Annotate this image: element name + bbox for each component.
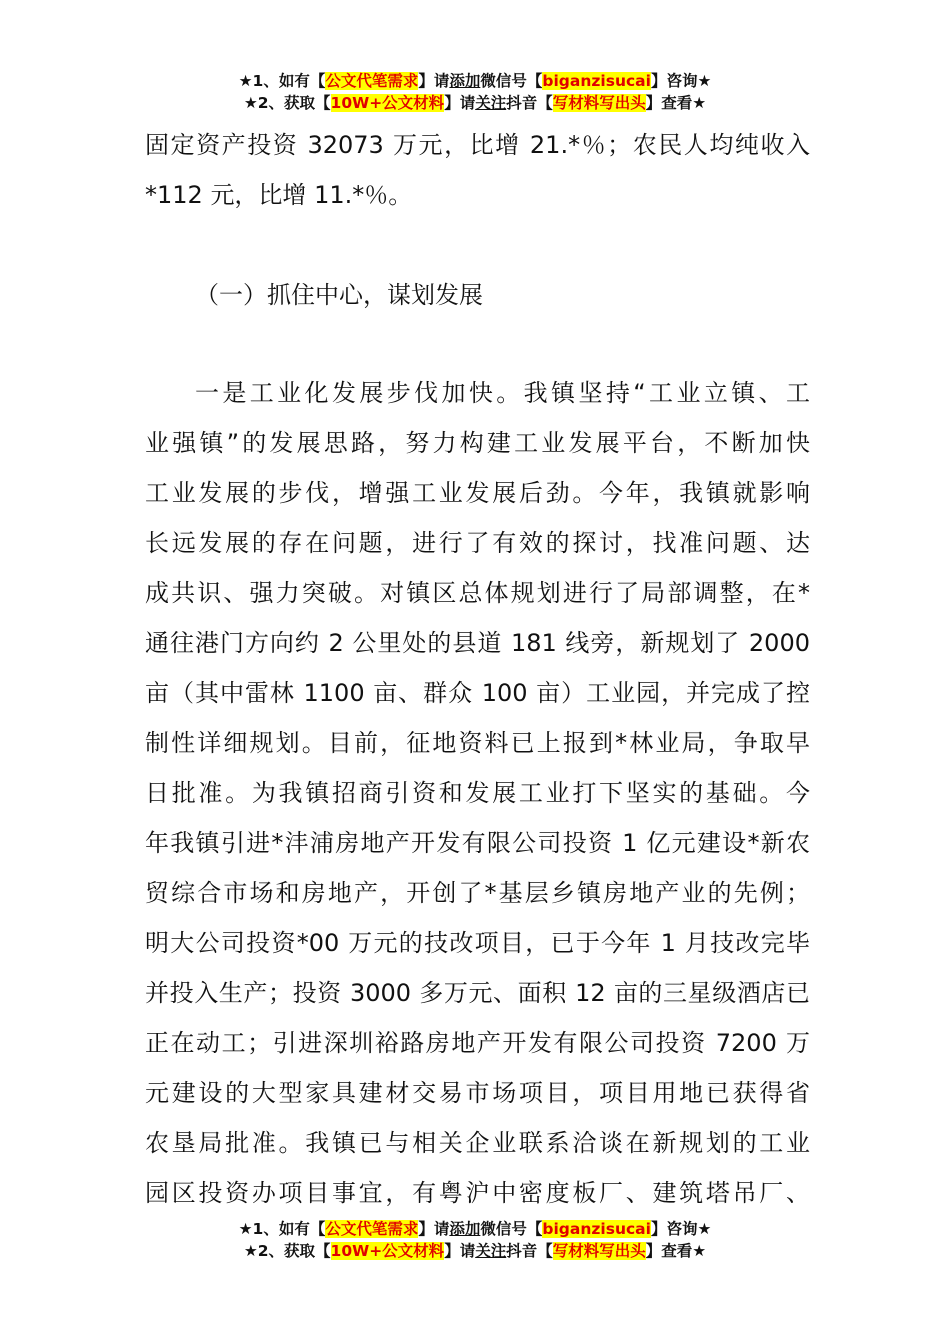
- text-line: 制性详细规划。目前，征地资料已上报到*林业局，争取早: [145, 729, 810, 757]
- star-icon: ★: [238, 72, 253, 90]
- text-line: 亩（其中雷林 1100 亩、群众 100 亩）工业园，并完成了控: [145, 679, 810, 707]
- text-line: 元建设的大型家具建材交易市场项目，项目用地已获得省: [145, 1079, 810, 1107]
- star-icon: ★: [692, 1242, 707, 1260]
- continuation-paragraph: [145, 120, 810, 220]
- star-icon: ★: [697, 1220, 712, 1238]
- text-line: 明大公司投资*00 万元的技改项目，已于今年 1 月技改完毕: [145, 929, 810, 957]
- text-line: 日批准。为我镇招商引资和发展工业打下坚实的基础。今: [145, 779, 810, 807]
- text-line: 业强镇”的发展思路，努力构建工业发展平台，不断加快: [145, 429, 810, 457]
- promo-line-2: [0, 92, 950, 114]
- promo-line-1: [0, 70, 950, 92]
- promo-highlight: 10W+公文材料: [330, 1242, 445, 1260]
- promo-underlined: 添加: [449, 72, 481, 90]
- promo-text: 2、获取【: [257, 1242, 331, 1260]
- promo-text: 抖音【: [506, 94, 553, 112]
- wechat-id-highlight: biganzisucai: [542, 1220, 651, 1238]
- promo-text: 1、如有【: [252, 1220, 326, 1238]
- body-paragraph: [145, 368, 810, 1218]
- star-icon: ★: [243, 1242, 258, 1260]
- promo-line-1: [0, 1218, 950, 1240]
- promo-text: 2、获取【: [257, 94, 331, 112]
- text-line: 贸综合市场和房地产，开创了*基层乡镇房地产业的先例；: [145, 879, 810, 907]
- promo-text: 】请: [444, 1242, 476, 1260]
- wechat-id-highlight: biganzisucai: [542, 72, 651, 90]
- section-heading: [145, 270, 810, 320]
- promo-text: 】查看: [645, 1242, 693, 1260]
- text-line: 一是工业化发展步伐加快。我镇坚持“工业立镇、工: [195, 379, 810, 407]
- text-line: 工业发展的步伐，增强工业发展后劲。今年，我镇就影响: [145, 479, 810, 507]
- text-line: 成共识、强力突破。对镇区总体规划进行了局部调整，在*: [145, 579, 810, 607]
- text-line: 长远发展的存在问题，进行了有效的探讨，找准问题、达: [145, 529, 810, 557]
- promo-highlight: 公文代笔需求: [325, 72, 419, 90]
- promo-text: 1、如有【: [252, 72, 326, 90]
- top-promo-banner: [0, 70, 950, 114]
- star-icon: ★: [697, 72, 712, 90]
- douyin-id-highlight: 写材料写出头: [552, 94, 646, 112]
- text-line: 农垦局批准。我镇已与相关企业联系洽谈在新规划的工业: [145, 1129, 810, 1157]
- text-line: 通往港门方向约 2 公里处的县道 181 线旁，新规划了 2000: [145, 629, 810, 657]
- promo-text: 】咨询: [650, 72, 698, 90]
- bottom-promo-banner: [0, 1218, 950, 1262]
- promo-text: 】请: [444, 94, 476, 112]
- text-line: 年我镇引进*沣浦房地产开发有限公司投资 1 亿元建设*新农: [145, 829, 810, 857]
- heading-text: （一）抓住中心，谋划发展: [195, 281, 483, 309]
- star-icon: ★: [238, 1220, 253, 1238]
- promo-text: 】查看: [645, 94, 693, 112]
- text-line: 固定资产投资 32073 万元，比增 21.*％；农民人均纯收入: [145, 131, 810, 159]
- promo-underlined: 关注: [475, 94, 507, 112]
- text-line: 并投入生产；投资 3000 多万元、面积 12 亩的三星级酒店已: [145, 979, 810, 1007]
- text-line: 正在动工；引进深圳裕路房地产开发有限公司投资 7200 万: [145, 1029, 810, 1057]
- promo-highlight: 公文代笔需求: [325, 1220, 419, 1238]
- promo-text: 】请: [418, 1220, 450, 1238]
- promo-underlined: 添加: [449, 1220, 481, 1238]
- promo-line-2: [0, 1240, 950, 1262]
- promo-underlined: 关注: [475, 1242, 507, 1260]
- star-icon: ★: [243, 94, 258, 112]
- text-line: *112 元，比增 11.*％。: [145, 181, 413, 209]
- text-line: 园区投资办项目事宜，有粤沪中密度板厂、建筑塔吊厂、: [145, 1179, 810, 1207]
- promo-highlight: 10W+公文材料: [330, 94, 445, 112]
- douyin-id-highlight: 写材料写出头: [552, 1242, 646, 1260]
- promo-text: 抖音【: [506, 1242, 553, 1260]
- promo-text: 】请: [418, 72, 450, 90]
- promo-text: 微信号【: [480, 72, 543, 90]
- promo-text: 】咨询: [650, 1220, 698, 1238]
- promo-text: 微信号【: [480, 1220, 543, 1238]
- star-icon: ★: [692, 94, 707, 112]
